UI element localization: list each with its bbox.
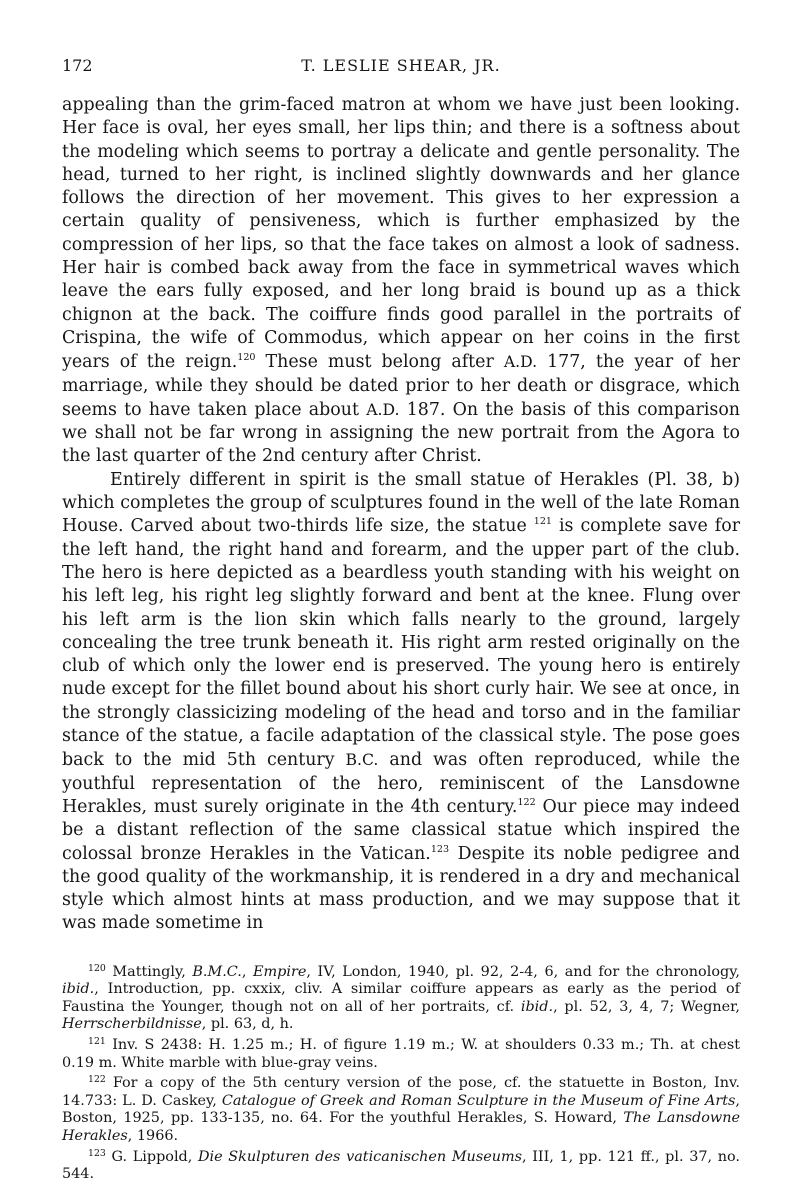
text-run: 187. On the basis of this comparison we shall not be far wrong in assigning the new portrait from the Agora to the last quarter of the 2nd century after Christ. — [62, 399, 740, 467]
text-run: These must belong after — [255, 352, 504, 373]
footnote-number: 122 — [88, 1074, 106, 1086]
text-run: 177, the year of her marriage, while they should be dated prior to her death or disgrace, which seems to have taken place about — [62, 352, 740, 420]
footnote-reference: 123 — [430, 843, 450, 855]
page — [62, 56, 740, 1187]
text-run: and was often reproduced, while the youthful representation of the hero, reminiscent of the Lansdowne Herakles, must surely originate in the 4th century. — [62, 750, 740, 817]
italic-text: Empire — [253, 963, 307, 980]
text-run: , pl. 52, 3, 4, 7; Wegner, — [553, 998, 740, 1015]
text-run: Inv. S 2438: H. 1.25 m.; H. of figure 1.19 m.; W. at shoulders 0.33 m.; Th. at chest 0.19 m. White marble with blue-gray veins. — [62, 1037, 740, 1071]
footnote-number: 121 — [88, 1035, 106, 1047]
running-head: T. LESLIE SHEAR, JR. — [301, 56, 501, 75]
footnote — [62, 1037, 740, 1072]
italic-text: B.M.C. — [192, 963, 242, 980]
italic-text: Die Skulpturen des vaticanischen Museums — [197, 1148, 523, 1165]
footnotes — [62, 964, 740, 1184]
text-run: is complete save for the left hand, the right hand and forearm, and the upper part of the club. The hero is here depicted as a beardless youth standing with his weight on his left leg, his right leg slightly forward and bent at the knee. Flung over his left arm is the lion skin which falls nearly to the ground, largely concealing the tree trunk beneath it. His right arm rested originally on the club of which only the lower end is preserved. The young hero is entirely nude except for the fillet bound about his short curly hair. We see at once, in the strongly classicizing modeling of the head and torso and in the familiar stance of the statue, a facile adaptation of the classical style. The pose goes back to the mid 5th century — [62, 516, 741, 771]
text-run: , pl. 63, d, h. — [201, 1016, 294, 1033]
page-number: 172 — [62, 56, 93, 75]
text-run: , Boston, 1925, pp. 133-135, no. 64. For the youthful Herakles, S. Howard, — [62, 1092, 740, 1127]
text-run: appealing than the grim-faced matron at whom we have just been looking. Her face is oval, her eyes small, her lips thin; and there is a softness about the modeling which seems to portray a delicate and gentle personality. The head, turned to her right, is inclined slightly downwards and her glance follows the direction of her movement. This gives to her expression a certain quality of pensiveness, which is further emphasized by the compression of her lips, so that the face takes on almost a look of sadness. Her hair is combed back away from the face in symmetrical waves which leave the ears fully exposed, and her long braid is bound up as a thick chignon at the back. The coiffure finds good parallel in the portraits of Crispina, the wife of Commodus, which appear on her coins in the first years of the reign. — [62, 95, 740, 373]
text-run: , Introduction, pp. cxxix, cliv. A similar coiffure appears as early as the period of Faustina the Younger, though not on all of her portraits, cf. — [62, 981, 740, 1015]
page-header — [62, 56, 740, 80]
text-run: G. Lippold, — [105, 1148, 198, 1165]
text-run: Our piece may indeed be a distant reflection of the same classical statue which inspired the colossal bronze Herakles in the Vatican. — [62, 796, 740, 864]
body-text — [62, 94, 740, 936]
small-caps-text: B.C. — [345, 750, 379, 770]
text-run: Mattingly, — [105, 963, 193, 980]
text-run: For a copy of the 5th century version of the pose, cf. the statuette in Boston, Inv. 14.733: L. D. Caskey, — [62, 1075, 740, 1109]
italic-text: ibid. — [62, 981, 95, 998]
text-run: , — [241, 963, 253, 980]
text-run: Despite its noble pedigree and the good quality of the workmanship, it is rendered in a dry and mechanical style which almost hints at mass production, and we may suppose that it was made sometime in — [62, 843, 740, 934]
italic-text: Catalogue of Greek and Roman Sculpture in the Museum of Fine Arts — [221, 1092, 736, 1109]
paragraph — [62, 469, 740, 936]
footnote-number: 123 — [88, 1147, 106, 1159]
text-run: , III, 1, pp. 121 ff., pl. 37, no. 544. — [62, 1148, 740, 1183]
footnote — [62, 1149, 740, 1184]
paragraph — [62, 94, 740, 469]
text-run: , IV, London, 1940, pl. 92, 2-4, 6, and for the chronology, — [306, 963, 740, 980]
text-run: Entirely different in spirit is the small statue of Herakles (Pl. 38, b) which completes the group of sculptures found in the well of the late Roman House. Carved about two-thirds life size, the statue — [62, 469, 740, 537]
footnote-reference: 120 — [237, 352, 256, 364]
text-run: , 1966. — [127, 1128, 179, 1145]
small-caps-text: A.D. — [366, 399, 400, 419]
italic-text: Herrscherbildnisse — [62, 1016, 202, 1033]
footnote-reference: 121 — [533, 516, 552, 528]
small-caps-text: A.D. — [503, 352, 538, 372]
footnote — [62, 1075, 740, 1145]
footnote-number: 120 — [88, 962, 106, 974]
italic-text: ibid. — [520, 998, 554, 1015]
footnote-reference: 122 — [517, 796, 536, 808]
italic-text: The Lansdowne Herakles — [62, 1110, 740, 1145]
